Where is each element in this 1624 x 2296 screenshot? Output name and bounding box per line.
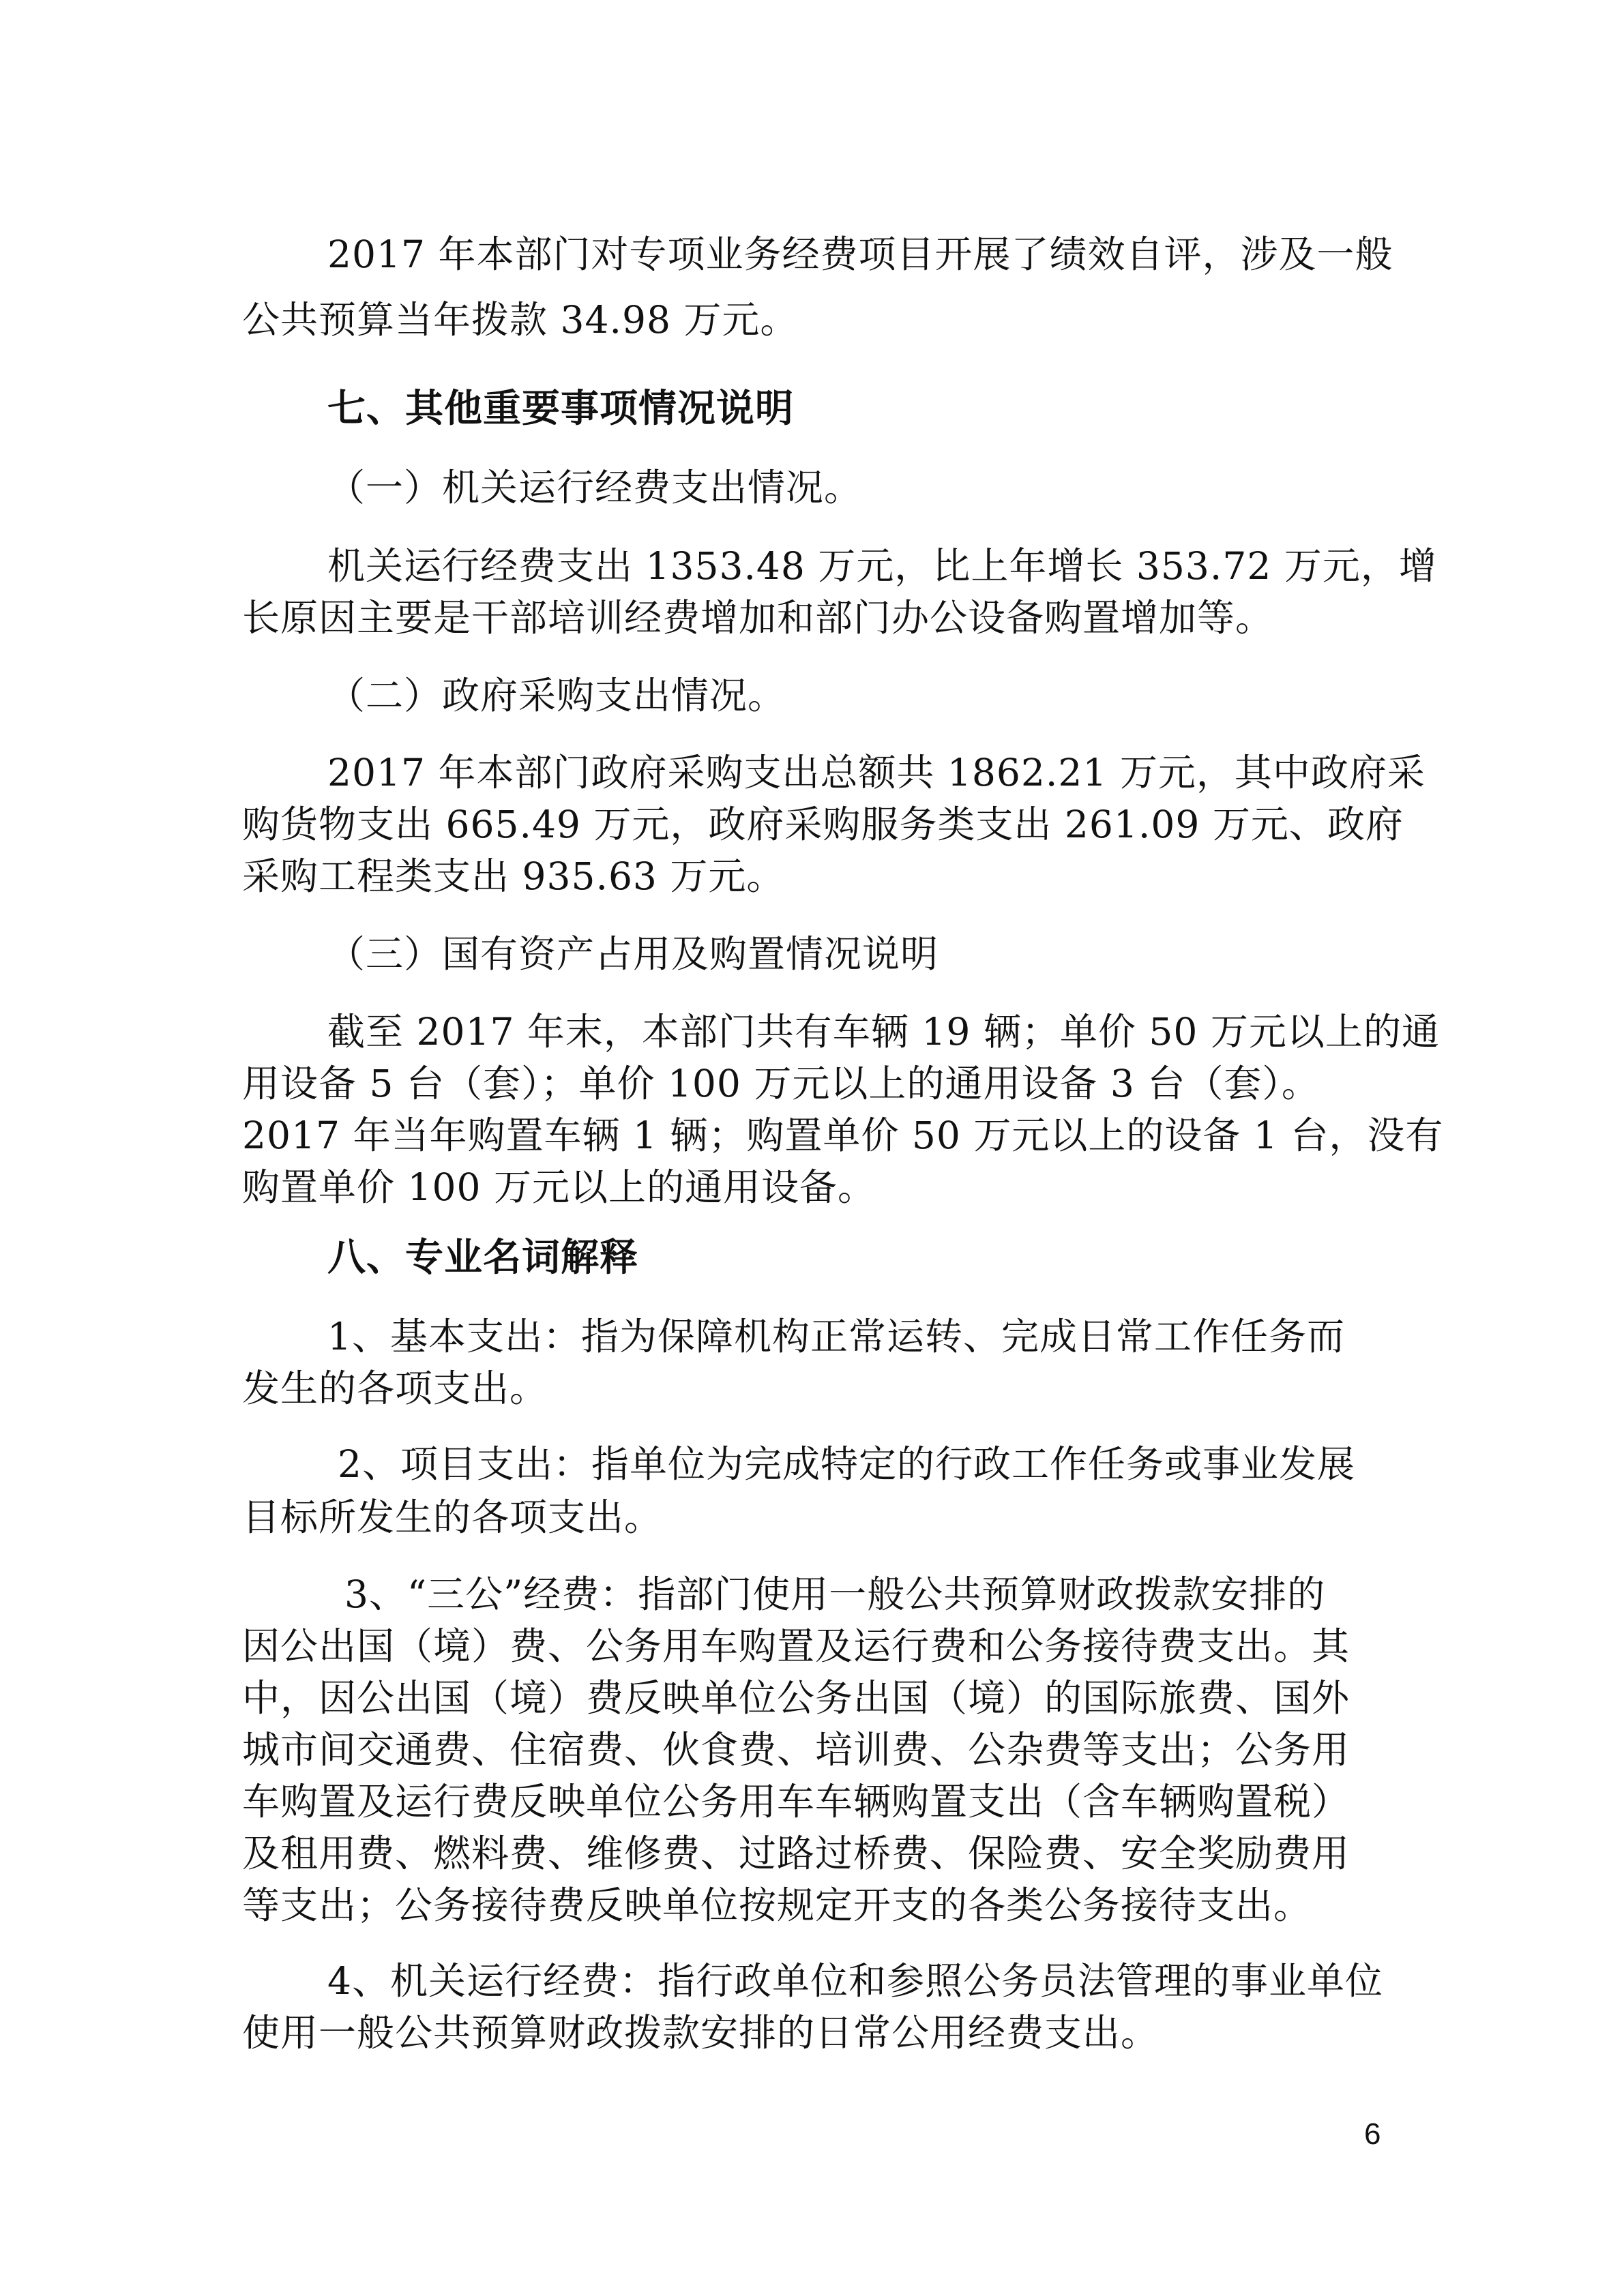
subsection-1-heading: （一）机关运行经费支出情况。 [327, 466, 863, 509]
term-1-line-2: 发生的各项支出。 [242, 1367, 548, 1410]
term-4-line-2: 使用一般公共预算财政拨款安排的日常公用经费支出。 [242, 2011, 1160, 2055]
perf-eval-line-1: 2017 年本部门对专项业务经费项目开展了绩效自评，涉及一般 [327, 233, 1393, 276]
term-3-line-4: 城市间交通费、住宿费、伙食费、培训费、公杂费等支出；公务用 [242, 1728, 1350, 1772]
subsection-1-body-line-2: 长原因主要是干部培训经费增加和部门办公设备购置增加等。 [242, 596, 1274, 640]
subsection-3-body-line-1: 截至 2017 年末，本部门共有车辆 19 辆；单价 50 万元以上的通 [327, 1010, 1440, 1054]
subsection-3-body-line-3: 2017 年当年购置车辆 1 辆；购置单价 50 万元以上的设备 1 台，没有 [242, 1114, 1444, 1157]
term-3-line-1: 3、“三公”经费：指部门使用一般公共预算财政拨款安排的 [344, 1572, 1326, 1616]
term-2-line-1: 2、项目支出：指单位为完成特定的行政工作任务或事业发展 [338, 1442, 1355, 1486]
subsection-2-heading: （二）政府采购支出情况。 [327, 674, 786, 717]
subsection-3-body-line-4: 购置单价 100 万元以上的通用设备。 [242, 1165, 876, 1209]
term-3-line-5: 车购置及运行费反映单位公务用车车辆购置支出（含车辆购置税） [242, 1780, 1350, 1823]
subsection-2-body-line-2: 购货物支出 665.49 万元，政府采购服务类支出 261.09 万元、政府 [242, 803, 1404, 846]
section-8-heading: 八、专业名词解释 [327, 1236, 638, 1280]
page-number: 6 [1364, 2117, 1381, 2151]
section-7-heading: 七、其他重要事项情况说明 [327, 387, 794, 431]
term-3-line-2: 因公出国（境）费、公务用车购置及运行费和公务接待费支出。其 [242, 1624, 1350, 1668]
term-3-line-3: 中，因公出国（境）费反映单位公务出国（境）的国际旅费、国外 [242, 1676, 1350, 1720]
term-2-line-2: 目标所发生的各项支出。 [242, 1495, 663, 1539]
subsection-3-heading: （三）国有资产占用及购置情况说明 [327, 932, 939, 976]
subsection-2-body-line-3: 采购工程类支出 935.63 万元。 [242, 854, 785, 898]
subsection-2-body-line-1: 2017 年本部门政府采购支出总额共 1862.21 万元，其中政府采 [327, 751, 1426, 794]
term-4-line-1: 4、机关运行经费：指行政单位和参照公务员法管理的事业单位 [327, 1959, 1383, 2003]
subsection-1-body-line-1: 机关运行经费支出 1353.48 万元，比上年增长 353.72 万元，增 [327, 544, 1437, 588]
subsection-3-body-line-2: 用设备 5 台（套）；单价 100 万元以上的通用设备 3 台（套）。 [242, 1062, 1320, 1105]
term-3-line-7: 等支出；公务接待费反映单位按规定开支的各类公务接待支出。 [242, 1883, 1312, 1927]
term-3-line-6: 及租用费、燃料费、维修费、过路过桥费、保险费、安全奖励费用 [242, 1832, 1350, 1875]
term-1-line-1: 1、基本支出：指为保障机构正常运转、完成日常工作任务而 [327, 1315, 1345, 1358]
perf-eval-line-2: 公共预算当年拨款 34.98 万元。 [242, 298, 799, 342]
